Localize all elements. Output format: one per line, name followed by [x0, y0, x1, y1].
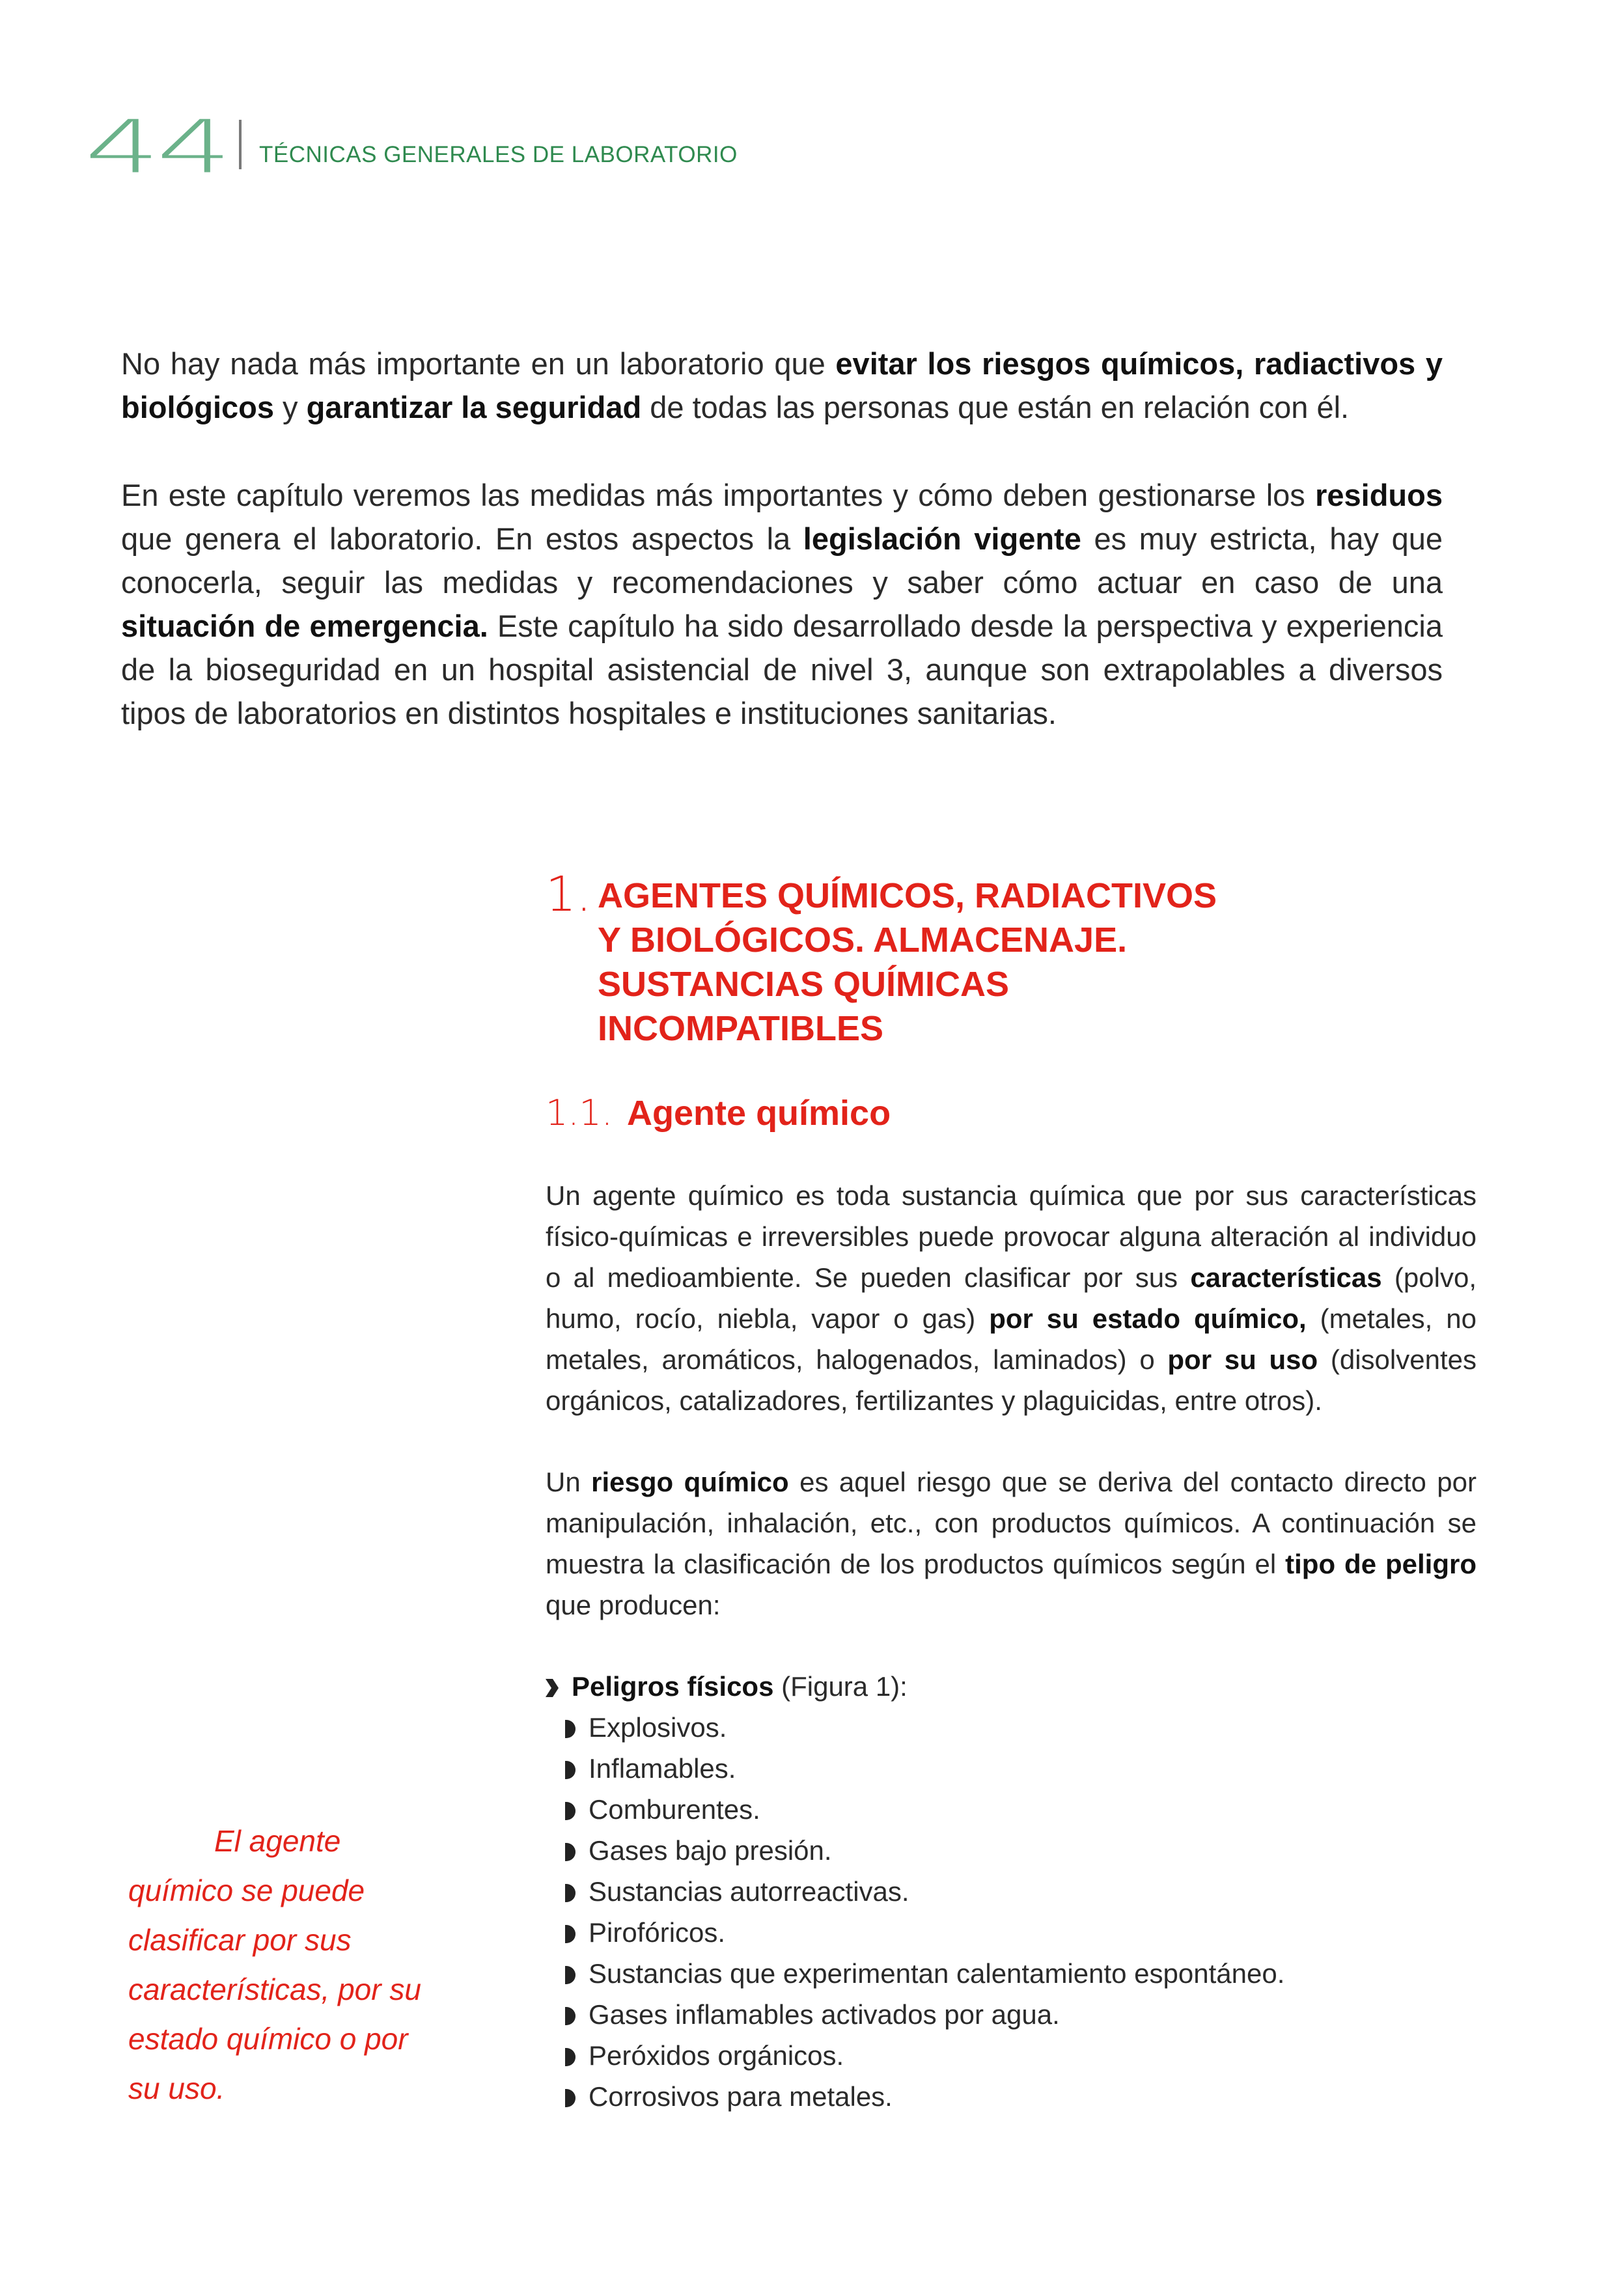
half-circle-bullet-icon: [565, 1925, 576, 1943]
half-circle-bullet-icon: [565, 1843, 576, 1861]
list-item: Explosivos.: [565, 1707, 1477, 1748]
half-circle-bullet-icon: [565, 2089, 576, 2107]
half-circle-bullet-icon: [565, 1966, 576, 1984]
quote-line: características, por su: [128, 1972, 421, 2006]
quote-line: estado químico o por: [128, 2022, 408, 2056]
list-item: Inflamables.: [565, 1748, 1477, 1789]
quote-line: químico se puede: [128, 1874, 365, 1907]
quote-line: clasificar por sus: [128, 1923, 352, 1957]
subsection-number: 1.1.: [546, 1092, 613, 1133]
quote-line: El agente: [214, 1824, 341, 1858]
sidebar-quote: [128, 1816, 467, 2113]
list-item: Comburentes.: [565, 1789, 1477, 1830]
half-circle-bullet-icon: [565, 1884, 576, 1902]
section-title-line: SUSTANCIAS QUÍMICAS: [598, 965, 1010, 1004]
quote-line: su uso.: [128, 2071, 225, 2105]
chevron-bullet-icon: [546, 1679, 559, 1697]
subsection-title: Agente químico: [627, 1094, 891, 1133]
page-number: 44: [85, 104, 229, 190]
list-heading: [546, 1666, 1477, 1707]
list-item: Gases bajo presión.: [565, 1830, 1477, 1871]
section-number: 1.: [546, 866, 592, 922]
body-paragraph-2: Un riesgo químico es aquel riesgo que se deriva del contacto directo por manipulación, inhalación, etc., con productos químicos. A continuación se muestra la clasificación de los productos químicos según el tipo de peligro que producen:: [546, 1467, 1477, 1620]
section-title: [598, 874, 1217, 1051]
subsection-heading: [546, 1090, 891, 1136]
half-circle-bullet-icon: [565, 1720, 576, 1738]
intro-text: [121, 342, 1443, 779]
body-text: [546, 1175, 1477, 2117]
half-circle-bullet-icon: [565, 1761, 576, 1779]
list-heading-rest: (Figura 1):: [773, 1671, 908, 1702]
list-item: Peróxidos orgánicos.: [565, 2035, 1477, 2076]
list-item: Pirofóricos.: [565, 1912, 1477, 1953]
list-item: Sustancias autorreactivas.: [565, 1871, 1477, 1912]
body-paragraph-1: Un agente químico es toda sustancia química que por sus características físico-químicas e irreversibles puede provocar alguna alteración al individuo o al medioambiente. Se pueden clasificar por sus características (polvo, humo, rocío, niebla, vapor o gas) por su estado químico, (metales, no metales, aromáticos, halogenados, laminados) o por su uso (disolventes orgánicos, catalizadores, fertilizantes y plaguicidas, entre otros).: [546, 1180, 1477, 1416]
section-title-line: INCOMPATIBLES: [598, 1009, 883, 1048]
list-item: Corrosivos para metales.: [565, 2076, 1477, 2117]
intro-paragraph-2: En este capítulo veremos las medidas más importantes y cómo deben gestionarse los residuos que genera el laboratorio. En estos aspectos la legislación vigente es muy estricta, hay que conocerla, seguir las medidas y recomendaciones y saber cómo actuar en caso de una situación de emergencia. Este capítulo ha sido desarrollado desde la perspectiva y experiencia de la bioseguridad en un hospital asistencial de nivel 3, aunque son extrapolables a diversos tipos de laboratorios en distintos hospitales e instituciones sanitarias.: [121, 478, 1443, 730]
running-title: TÉCNICAS GENERALES DE LABORATORIO: [259, 142, 738, 167]
hazard-list: [546, 1707, 1477, 2117]
section-title-line: Y BIOLÓGICOS. ALMACENAJE.: [598, 920, 1128, 960]
half-circle-bullet-icon: [565, 1802, 576, 1820]
half-circle-bullet-icon: [565, 2007, 576, 2025]
list-heading-bold: Peligros físicos: [572, 1671, 774, 1702]
intro-paragraph-1: No hay nada más importante en un laboratorio que evitar los riesgos químicos, radiactivos y biológicos y garantizar la seguridad de todas las personas que están en relación con él.: [121, 346, 1443, 424]
half-circle-bullet-icon: [565, 2048, 576, 2066]
section-title-line: AGENTES QUÍMICOS, RADIACTIVOS: [598, 876, 1217, 915]
list-item: Sustancias que experimentan calentamiento espontáneo.: [565, 1953, 1477, 1994]
list-item: Gases inflamables activados por agua.: [565, 1994, 1477, 2035]
header-divider: [239, 120, 242, 169]
